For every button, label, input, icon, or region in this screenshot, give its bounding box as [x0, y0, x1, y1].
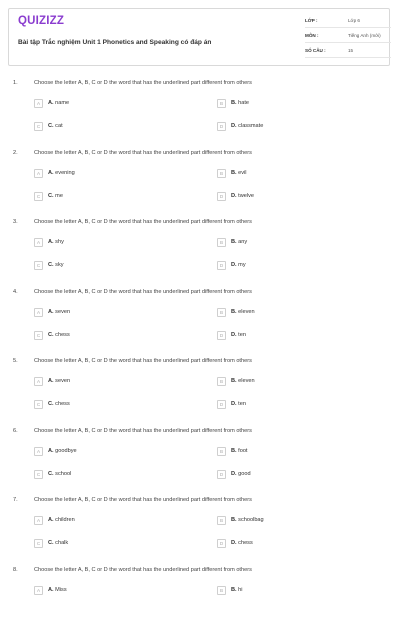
option-text [231, 378, 255, 384]
option-text [48, 193, 63, 199]
option-letter-box[interactable]: A [34, 447, 43, 456]
option-key: B. [231, 308, 237, 315]
option-letter-box[interactable]: B [217, 238, 226, 247]
question-text: Choose the letter A, B, C or D the word that has the underlined part different from others [34, 358, 252, 364]
option-key: B. [231, 586, 237, 593]
option-text [231, 540, 253, 546]
option-text [48, 239, 64, 245]
option-word: chess [55, 401, 70, 407]
option-text [231, 309, 255, 315]
option-letter-box[interactable]: C [34, 122, 43, 131]
option-text [48, 540, 68, 546]
option-word: me [55, 192, 63, 199]
option-key: C. [48, 123, 54, 129]
question-text: Choose the letter A, B, C or D the word that has the underlined part different from others [34, 219, 252, 225]
option-word: ten [238, 401, 246, 407]
worksheet-title: Bài tập Trắc nghiệm Unit 1 Phonetics and Speaking có đáp án [18, 39, 212, 46]
meta-value: Tiếng Anh (mới) [348, 33, 381, 38]
question-number: 4. [13, 288, 18, 295]
option-letter-box[interactable]: C [34, 192, 43, 201]
question-block [0, 219, 400, 289]
option-word: chess [238, 540, 253, 546]
option-key: A. [48, 169, 54, 176]
question-block [0, 497, 400, 567]
option-key: D. [231, 540, 237, 546]
option-word: schoolbag [238, 517, 264, 523]
option-word: chess [55, 331, 70, 338]
option-letter-box[interactable]: B [217, 169, 226, 178]
question-text: Choose the letter A, B, C or D the word that has the underlined part different from others [34, 427, 252, 434]
meta-label: MÔN : [305, 33, 319, 38]
option-text [231, 100, 249, 106]
meta-value: Lớp 6 [348, 18, 360, 23]
question-block [0, 150, 400, 220]
option-text [231, 587, 243, 593]
option-letter-box[interactable]: B [217, 516, 226, 525]
option-text [231, 262, 246, 268]
option-word: my [238, 262, 246, 268]
option-key: A. [48, 378, 54, 384]
option-word: good [238, 470, 251, 477]
question-text: Choose the letter A, B, C or D the word that has the underlined part different from others [34, 566, 252, 573]
option-letter-box[interactable]: B [217, 447, 226, 456]
option-text [48, 401, 70, 407]
option-letter-box[interactable]: B [217, 586, 226, 595]
option-letter-box[interactable]: D [217, 261, 226, 270]
option-letter-box[interactable]: C [34, 400, 43, 409]
option-key: A. [48, 447, 54, 454]
option-letter-box[interactable]: C [34, 331, 43, 340]
option-key: D. [231, 331, 237, 338]
option-letter-box[interactable]: D [217, 400, 226, 409]
option-letter-box[interactable]: A [34, 169, 43, 178]
option-letter-box[interactable]: D [217, 539, 226, 548]
option-word: seven [55, 378, 71, 384]
option-letter-box[interactable]: B [217, 308, 226, 317]
question-block [0, 80, 400, 150]
option-text [48, 123, 63, 129]
option-text [231, 193, 254, 199]
option-key: B. [231, 378, 237, 384]
option-word: sky [55, 262, 64, 268]
option-word: classmate [238, 123, 264, 129]
option-text [48, 448, 77, 454]
option-word: evening [55, 169, 75, 176]
option-text [48, 378, 70, 384]
question-text: Choose the letter A, B, C or D the word that has the underlined part different from others [34, 288, 252, 295]
meta-label: SỐ CÂU : [305, 48, 326, 53]
question-text: Choose the letter A, B, C or D the word that has the underlined part different from others [34, 80, 252, 86]
option-word: eleven [238, 308, 255, 315]
option-letter-box[interactable]: D [217, 470, 226, 479]
option-key: B. [231, 239, 237, 245]
option-letter-box[interactable]: C [34, 539, 43, 548]
meta-value: 15 [348, 48, 354, 53]
option-text [231, 332, 246, 338]
option-key: D. [231, 401, 237, 407]
option-text [48, 517, 75, 523]
option-key: A. [48, 100, 54, 106]
option-key: C. [48, 401, 54, 407]
option-letter-box[interactable]: C [34, 261, 43, 270]
option-letter-box[interactable]: B [217, 99, 226, 108]
option-word: eleven [238, 378, 255, 384]
question-block [0, 289, 400, 359]
meta-row-subject [305, 28, 391, 43]
option-letter-box[interactable]: A [34, 516, 43, 525]
question-number: 3. [13, 219, 18, 225]
question-block [0, 358, 400, 428]
quizizz-logo[interactable]: QUIZIZZ [18, 15, 65, 27]
option-word: hi [238, 586, 243, 593]
question-block [0, 428, 400, 498]
option-word: seven [55, 308, 71, 315]
option-text [231, 239, 247, 245]
option-word: ten [238, 331, 246, 338]
option-word: hate [238, 100, 250, 106]
question-number: 2. [13, 149, 18, 156]
option-word: goodbye [55, 447, 77, 454]
option-word: children [55, 517, 75, 523]
option-key: A. [48, 308, 54, 315]
option-key: C. [48, 192, 54, 199]
option-word: shy [55, 239, 64, 245]
option-word: any [238, 239, 248, 245]
meta-row-class [305, 13, 391, 28]
option-text [48, 170, 75, 176]
option-text [48, 309, 70, 315]
option-word: foot [238, 447, 248, 454]
option-word: twelve [238, 192, 255, 199]
option-letter-box[interactable]: D [217, 192, 226, 201]
option-text [48, 262, 64, 268]
option-word: name [55, 100, 70, 106]
option-text [231, 517, 264, 523]
question-number: 6. [13, 427, 18, 434]
question-number: 7. [13, 497, 18, 503]
option-key: D. [231, 192, 237, 199]
meta-row-question-count [305, 43, 391, 58]
option-word: school [55, 470, 72, 477]
worksheet-meta [305, 13, 391, 58]
option-key: B. [231, 100, 237, 106]
option-key: C. [48, 331, 54, 338]
option-letter-box[interactable]: C [34, 470, 43, 479]
question-number: 8. [13, 566, 18, 573]
option-key: C. [48, 540, 54, 546]
option-letter-box[interactable]: A [34, 308, 43, 317]
question-number: 1. [13, 80, 18, 86]
option-key: A. [48, 239, 54, 245]
question-block [0, 567, 400, 637]
option-key: C. [48, 470, 54, 477]
option-word: Miss [55, 586, 67, 593]
option-key: A. [48, 517, 54, 523]
option-letter-box[interactable]: D [217, 122, 226, 131]
option-text [48, 332, 70, 338]
option-key: C. [48, 262, 54, 268]
meta-divider [305, 57, 391, 58]
option-key: D. [231, 123, 237, 129]
option-text [48, 471, 71, 477]
question-text: Choose the letter A, B, C or D the word that has the underlined part different from others [34, 149, 252, 156]
option-text [231, 448, 248, 454]
option-word: evil [238, 169, 247, 176]
option-text [48, 100, 69, 106]
option-key: A. [48, 586, 54, 593]
option-text [231, 123, 263, 129]
question-text: Choose the letter A, B, C or D the word that has the underlined part different from others [34, 497, 252, 503]
option-letter-box[interactable]: A [34, 99, 43, 108]
option-key: D. [231, 470, 237, 477]
option-text [231, 401, 246, 407]
option-key: B. [231, 169, 237, 176]
worksheet-header [8, 8, 390, 66]
option-key: D. [231, 262, 237, 268]
question-number: 5. [13, 358, 18, 364]
option-word: chalk [55, 540, 69, 546]
option-text [48, 587, 67, 593]
option-key: B. [231, 517, 237, 523]
option-letter-box[interactable]: B [217, 377, 226, 386]
option-key: B. [231, 447, 237, 454]
option-letter-box[interactable]: A [34, 586, 43, 595]
option-text [231, 471, 251, 477]
option-letter-box[interactable]: A [34, 238, 43, 247]
option-letter-box[interactable]: A [34, 377, 43, 386]
option-text [231, 170, 247, 176]
meta-label: LỚP : [305, 18, 318, 23]
option-letter-box[interactable]: D [217, 331, 226, 340]
option-word: cat [55, 123, 63, 129]
